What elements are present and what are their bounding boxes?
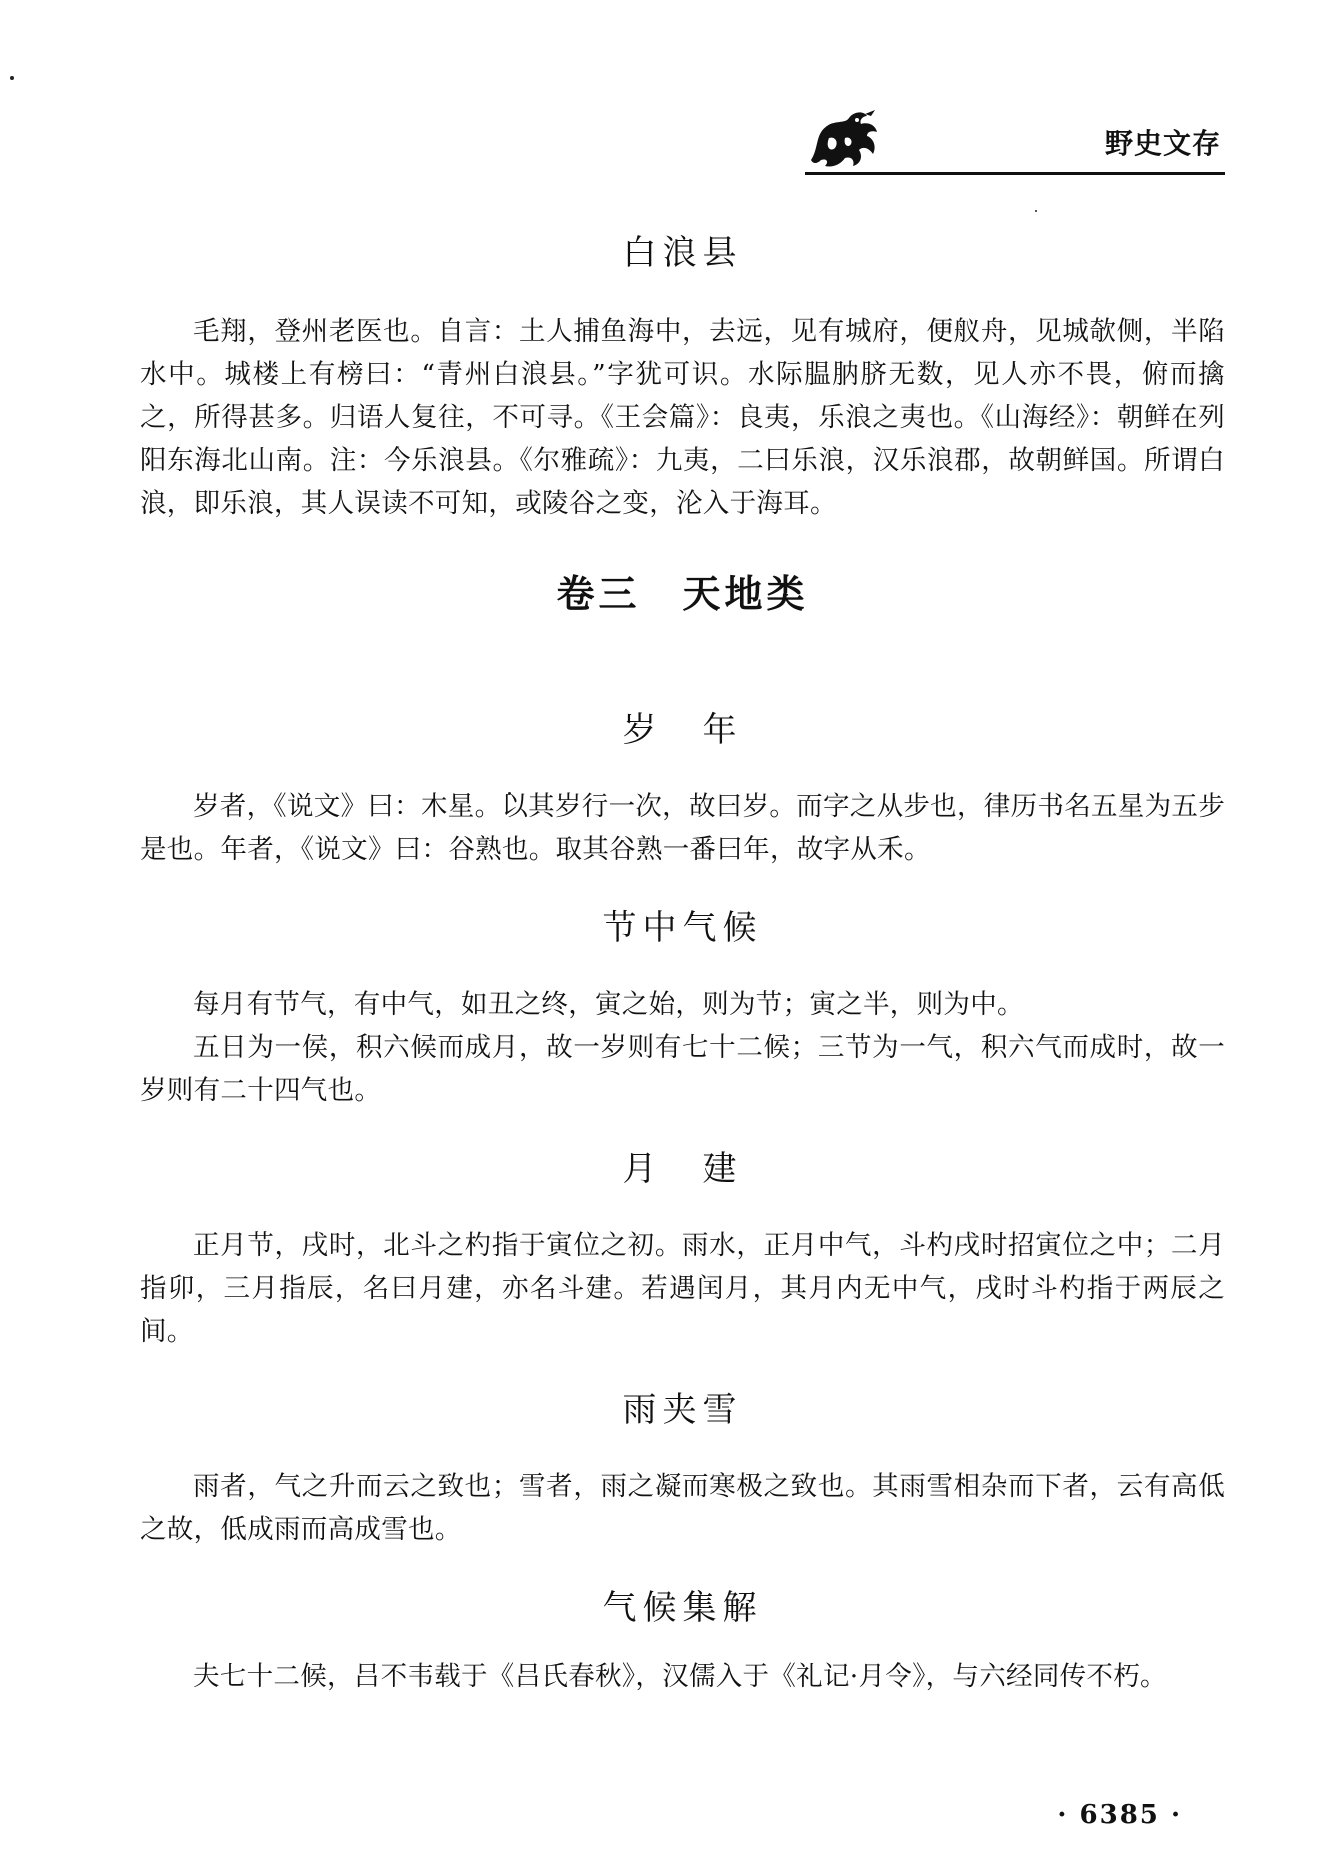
section-paragraph: 毛翔，登州老医也。自言：土人捕鱼海中，去远，见有城府，便舣舟，见城欹侧，半陷水中。城楼上有榜曰：“青州白浪县。”字犹可识。水际腽肭脐无数，见人亦不畏，俯而擒之，所得甚多。归语人复往，不可寻。《王会篇》：良夷，乐浪之夷也。《山海经》：朝鲜在列阳东海北山南。注：今乐浪县。《尔雅疏》：九夷，二曰乐浪，汉乐浪郡，故朝鲜国。所谓白浪，即乐浪，其人误读不可知，或陵谷之变，沦入于海耳。: [140, 316, 1225, 519]
header-rule: [805, 172, 1225, 175]
section-paragraph: 每月有节气，有中气，如丑之终，寅之始，则为节；寅之半，则为中。: [193, 989, 1024, 1020]
section: [140, 908, 1225, 1112]
section: [140, 1149, 1225, 1353]
section-heading: 岁 年: [622, 710, 743, 750]
section-paragraph: 正月节，戌时，北斗之杓指于寅位之初。雨水，正月中气，斗杓戌时招寅位之中；二月指卯，三月指辰，名曰月建，亦名斗建。若遇闰月，其月内无中气，戌时斗杓指于两辰之间。: [140, 1230, 1225, 1347]
section: [140, 710, 1225, 871]
scan-speck: [10, 76, 14, 80]
section-heading: 节中气候: [602, 908, 763, 948]
section: [140, 233, 1225, 525]
scan-speck: [1035, 210, 1037, 212]
section-paragraph: 岁者，《说文》曰：木星。以其岁行一次，故曰岁。而字之从步也，律历书名五星为五步是也。年者，《说文》曰：谷熟也。取其谷熟一番曰年，故字从禾。: [140, 791, 1225, 865]
section-heading: 雨夹雪: [622, 1390, 743, 1430]
chapter-heading: 卷三 天地类: [556, 572, 809, 616]
running-header: [805, 100, 1225, 175]
running-header-title: 野史文存: [1104, 127, 1221, 160]
section-paragraph: 夫七十二候，吕不韦载于《吕氏春秋》，汉儒入于《礼记·月令》，与六经同传不朽。: [193, 1661, 1167, 1692]
section-heading: 气候集解: [602, 1588, 763, 1628]
dragon-emblem-icon: [805, 108, 885, 172]
page-body: [140, 220, 1225, 1698]
section-paragraph: 雨者，气之升而云之致也；雪者，雨之凝而寒极之致也。其雨雪相杂而下者，云有高低之故，低成雨而高成雪也。: [140, 1471, 1225, 1545]
section-heading: 月 建: [622, 1149, 743, 1189]
page-number: · 6385 ·: [1057, 1800, 1182, 1830]
section-paragraph: 五日为一侯，积六候而成月，故一岁则有七十二候；三节为一气，积六气而成时，故一岁则有二十四气也。: [140, 1032, 1225, 1106]
section: [140, 1588, 1225, 1698]
section: [140, 1390, 1225, 1551]
section-heading: 白浪县: [622, 233, 743, 273]
